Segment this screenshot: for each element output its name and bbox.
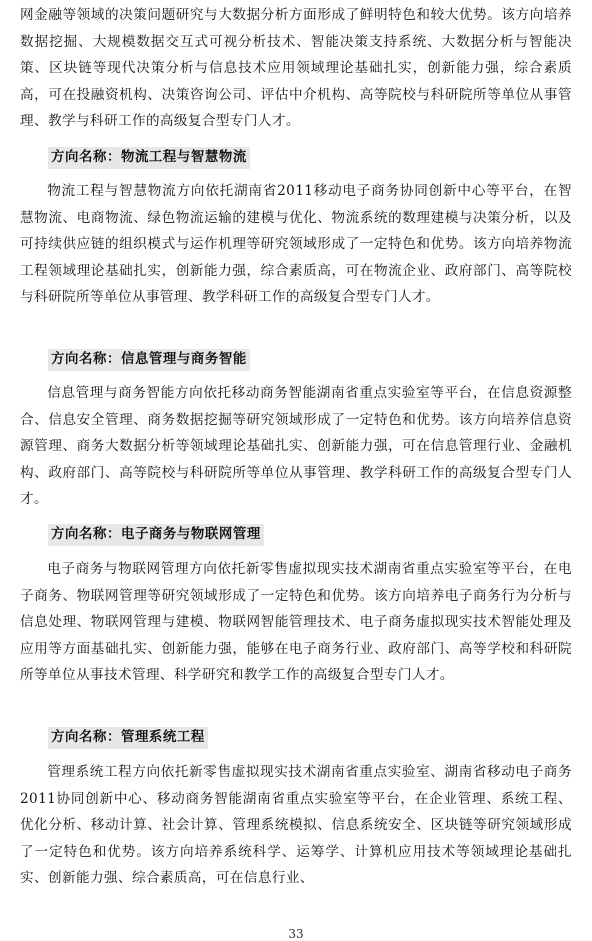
section-heading-information-management: 方向名称：信息管理与商务智能	[48, 349, 250, 371]
document-page	[20, 0, 576, 940]
page-number: 33	[288, 927, 304, 941]
intro-paragraph: 网金融等领域的决策问题研究与大数据分析方面形成了鲜明特色和较大优势。该方向培养数据挖掘、大规模数据交互式可视分析技术、智能决策支持系统、大数据分析与智能决策、区块链等现代决策分析与信息技术应用领域理论基础扎实，创新能力强，综合素质高，可在投融资机构、决策咨询公司、评估中介机构、高等院校与科研院所等单位从事管理、教学与科研工作的高级复合型专门人才。	[20, 7, 572, 130]
section-heading-management-systems: 方向名称：管理系统工程	[48, 727, 208, 749]
section-heading-logistics: 方向名称：物流工程与智慧物流	[48, 147, 250, 169]
section-body-information-management: 信息管理与商务智能方向依托移动商务智能湖南省重点实验室等平台，在信息资源整合、信息安全管理、商务数据挖掘等研究领域形成了一定特色和优势。该方向培养信息资源管理、商务大数据分析等领域理论基础扎实、创新能力强，可在信息管理行业、金融机构、政府部门、高等院校与科研院所等单位从事管理、教学科研工作的高级复合型专门人才。	[20, 385, 572, 508]
section-body-management-systems: 管理系统工程方向依托新零售虚拟现实技术湖南省重点实验室、湖南省移动电子商务2011协同创新中心、移动商务智能湖南省重点实验室等平台，在企业管理、系统工程、优化分析、移动计算、社会计算、管理系统模拟、信息系统安全、区块链等研究领域形成了一定特色和优势。该方向培养系统科学、运筹学、计算机应用技术等领域理论基础扎实、创新能力强、综合素质高，可在信息行业、	[20, 764, 572, 887]
section-heading-ecommerce-iot: 方向名称：电子商务与物联网管理	[48, 524, 264, 546]
section-body-logistics: 物流工程与智慧物流方向依托湖南省2011移动电子商务协同创新中心等平台，在智慧物流、电商物流、绿色物流运输的建模与优化、物流系统的数理建模与决策分析，以及可持续供应链的组织模式与运作机理等研究领域形成了一定特色和优势。该方向培养物流工程领域理论基础扎实，创新能力强，综合素质高，可在物流企业、政府部门、高等院校与科研院所等单位从事管理、教学科研工作的高级复合型专门人才。	[20, 183, 572, 306]
section-body-ecommerce-iot: 电子商务与物联网管理方向依托新零售虚拟现实技术湖南省重点实验室等平台，在电子商务、物联网管理等研究领域形成了一定特色和优势。该方向培养电子商务行为分析与信息处理、物联网管理与建模、物联网智能管理技术、电子商务虚拟现实技术智能处理及应用等方面基础扎实、创新能力强，能够在电子商务行业、政府部门、高等学校和科研院所等单位从事技术管理、科学研究和教学工作的高级复合型专门人才。	[20, 561, 572, 684]
